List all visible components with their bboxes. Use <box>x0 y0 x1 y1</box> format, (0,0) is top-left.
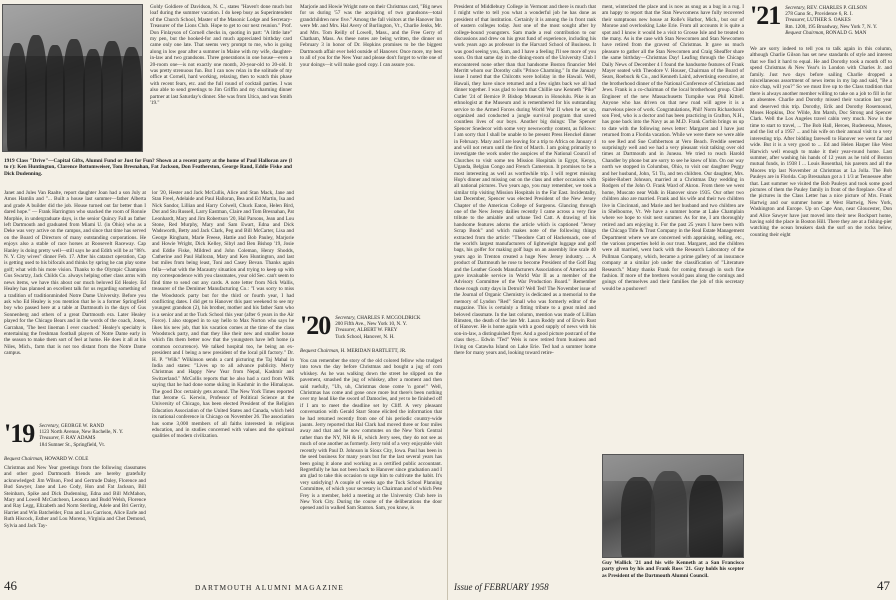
secretary-label: Secretary, <box>785 5 806 11</box>
treasurer-address: Tuck School, Hanover, N. H. <box>335 333 395 340</box>
secretary-address: 1123 North Avenue, New Rochelle, N. Y. <box>39 429 124 436</box>
secretary-name: REV. CHARLES P. GILSON <box>806 5 867 11</box>
class-year: '21 <box>750 1 781 30</box>
secretary-name: CHARLES F. MCGOLDRICK <box>356 315 421 321</box>
bequest-label: Bequest Chairman, <box>785 29 825 36</box>
bequest-name: H. MERIDAN BARTLETT, JR. <box>340 348 407 354</box>
treasurer-name: ALBERT W. FREY <box>356 327 398 334</box>
class-officers <box>39 423 123 448</box>
secretary-address: 278 Gano St., Providence 6, R. I. <box>785 11 853 18</box>
bequest-label: Bequest Chairman, <box>4 456 44 462</box>
treasurer-address: Rm. 1200, 195 Broadway, New York 7, N. Y. <box>785 23 878 30</box>
treasurer-label: Treasurer, <box>335 327 356 334</box>
treasurer-address: 184 Sumner St., Springfield, Vt. <box>39 441 106 448</box>
column-text: lor '20, Hester and Jack McCullis, Alice and Stan Mack, Jane and Stan Freel, Adelaide and Paul Halloran, Bea and Ed Martin, Isa and Nick Sandor, Lillian and Harry Colwell, Chuck Eaton, Helen Bird, Dot and Stu Russell, Larry Eastman, Claire and Tom Bresnahan, Pat Leonhardt, Mary and Jim Robertson '20, Hal Parsons, Jean and Lou Stone, Red Murphy, Mary and Sam Ewart, Edna and Dick Wadsworth, Betty and Jack Clark, Peg and Bill McCarter, Lisa and George Ringham, Marie Freese, Hattie and Bob Pauley, Marjorie and Howie Wright, Dick Kelley, Sibyl and Ben Bishop '19, Josie and Eddie Fiske, Mildred and John Coleman, Henry Shodds, Catherine and Paul Halloran, Mary and Ken Huntington, and last but miles from being least, Toni and Casey Bevan. Thanks again fella—what with the Macautry situation and trying to keep up with my correspondence with you classmates, your old Sec. can't seem to find time to send out any cards. A note letter from Nick Wallis, treasurer of the Demimer Manufacturing Co.: "I was sorry to miss the Woodstock party but for the third or fourth year, I had conflicting dates. I did get to Hanover this past weekend to see my youngest grandson (2), his brother, mother and his father Sam who is a senior and at the Tuck School this year (after 6 years in the Air Force). I also stopped in to say hello to Max Norton who says he likes his new job, that his vacation comes at the time of the class Woodstock party, and that they like their new and smaller house which fits them better now that the youngsters have left home (a common occurrence). We talked hospital too, he being an ex-president and I being a new president of the local pill factory." Dr. H. P. "Wilk" Wilkinson sends a card picturing the Taj Mahal in India and states: "Lives up to all advance publicity. Merry Christmas and Happy New Year from Nepal, Kashmir and Switzerland." McCollis reports that he also had a card from Wilk saying that he had done some skiing in Kashmir in the Himalayas. The good Doc certainly gets around. The New York Times reported that Jerome G. Kerwin, Professor of Political Science at the University of Chicago, has been elected President of the Religion Education Association of the United States and Canada, which held its national conference in Chicago on November 26. The association has some 3,000 members of all faiths interested in religious education, and in studies concerned with values and the spiritual qualities of modern civilization. <box>152 190 294 440</box>
right-page <box>448 0 896 600</box>
class-heading-1921 <box>750 1 892 36</box>
page-footer <box>4 578 444 594</box>
column-text: ment, winterized the place and is now as snug as a bug in a rug. I am happy to report that the Stan Newcomens have fully recovered their sumptuous new house at Rolle's Harbor, Mich., but our of Monroe and overlooking Lake Erie. From all accounts it is quite a spot and I know it would be a visit to Grosse Isle and be treated to the many. As is the case with Stan Newcomen and Stan Newcomen have retired from the gravest of Christmas. It gave us much pleasure to gather all the Stan Newcomen and Craig Sheaffer share the same birthday—Christmas Day! Leafing through the Chicago Daily News of December 4 I found the handsome features of Frank Mayer seated with Theodore V. Houser, Chairman of the Board of Sears, Roebuck & Co., and Kenneth Laird, advertising executive, at the brotherhood dinner of the National Conference of Christians and Jews. Frank is a co-chairman of the local brotherhood group. Chief Engineer of the new Massachusetts Turnpike was Phil Kittell. Anyone who has driven on that new road will agree it is a marvelous piece of work. Congratulations, Phil! Norm Richardson's son Fred, who is a doctor and has been practicing in Grafton, N.H., has gone back into the Navy as an M.D. Frank Corbin brings us up to date with the following news letter: Margaret and I have just returned from a Florida vacation. While we were there we were able to see Red and Sue Cuthbertson at Vero Beach. Freddie seemed surprisingly well and we had a very pleasant visit talking over old times at Dartmouth and in Juneau. We tried to reach Harold Chandler by phone but are sorry to see he knew of him. On our way north we stopped in Columbus, Ohio, to visit our daughter Peggy and her husband, John, '51 Tu, and ten children. Our daughter, Mrs. Spider-Robert Johnson, married at a Christmas Day wedding in Rodgers of the John O. Frank Ward of Akron. From there we went home, Muscato near Walk in Hanover since 1935. Our other two children also are married. Frank and his wife and their two children live in Cincinnati, and Marie and her husband and two children are in Shelbourne, Vt. We have a summer home at Lake Champlain where we hope to visit next summer. As for me, I am thoroughly retired and am enjoying it. For the past 25 years I have been with the Chicago Title & Trust Company in the Real Estate Management Department where we are concerned with appraising, selling, etc., the various properties held in our trust. Margaret, and the children were all married, went back with the Research Laboratory of the Pullman Company, which, became a prime gallery of an insurance company at a similar job under the classification of "Literature Research." Many thanks Frank for coming through in such fine fashion. If more of the brethren would pass along the comings and goings of themselves and their families the job of this secretary would be a pushover! <box>602 4 744 292</box>
bequest-label: Bequest Chairman, <box>300 348 340 354</box>
class-year: '19 <box>4 419 35 448</box>
class-heading-1919 <box>4 419 146 448</box>
column-text: You can remember the story of the old colored fellow who trudged into town the day before Christmas and bought a jug of corn whiskey. As he was walking down the street he slipped on the pavement, smashed the jug of whiskey, after a moment and then said ruefully, "Uh, uh, Christmas done come 'n gone!" Well, Christmas has come and gone once more but there's been nothing over my head like the sword of Damocles, and yet to be finished off if I am to meet the deadline set by Cliff. A very pleasant conversation with Gerald Starr Stone elicited the information that he had returned recently from one of his periodic country-wide jaunts. Jerry reported that Hal Clark had moved three or four miles away and that and he now commutes on the New York Central rather than the NY, NH & H, which Jerry sees, they do not see as much of one another as formerly. Jerry told of a very enjoyable visit recently with Paul D. Johnson in Sioux City, Iowa. Paul has been in the seed business for many years but for the last several years has been going it alone and working as a certified public accountant. Regretfully he has not been back to Hanover since graduation and I am glad to take this occasion to urge him to cultivate the habit. It's very satisfying! A couple of weeks ago the Tuck School Planning Committee, of which your secretary is Chairman and of which Pete Frey is a member, held a meeting at the University Club here in New York City. During the course of the deliberations the door opened and in walked Sam Stanton. Sam, you know, is <box>300 358 442 512</box>
bequest-name: HOWARD W. COLE <box>44 456 89 462</box>
class-year: '20 <box>300 311 331 340</box>
page-number: 46 <box>4 578 17 593</box>
secretary-label: Secretary, <box>39 423 60 429</box>
magazine-title: DARTMOUTH ALUMNI MAGAZINE <box>194 583 344 592</box>
secretary-name: GEORGE W. RAND <box>60 423 105 429</box>
column-text: Christmas and New Year greetings from the following classmates and other good Dartmouth friends are hereby gratefully acknowledged: Jim Wilson, Fred and Gertrude Daley, Florence and Bud Sawyer, Jane and Leo Cody, Hon and Fat Jackson, Bill Steinbarn, Spike and Dick Dudenning, Edna and Bill McMahon, Mary and Lowell McCutcheon, Leonora and Budd Welsh, Florence and Ray Legg, Elizabeth and Norm Sterling, Adele and Bri Gerrity, Harriet and Win Batchelder, Fran and Lou Garrison, Alice Earle and Ruth Hiscock, Esther and Lou Moreno, Virginia and Chet Demond, Sylvia and Jack Tay- <box>4 465 146 529</box>
issue-date: Issue of FEBRUARY 1958 <box>454 582 549 592</box>
page-number: 47 <box>877 578 890 593</box>
class-photo-1919 <box>2 4 143 152</box>
alumni-council-photo <box>602 454 744 558</box>
column-text: Marjorie and Howie Wright note on their Christmas card, "Big news for us during '57 was the acquiring of two grandsons—total grandchildren now five." Among the fall visitors at the Hanover Inn were Mr. and Mrs. Hal Avery of Burlington, Vt., Charlie Jenks, Mr. and Mrs. Tom Reilly of Lowell, Mass., and the Free Gerry of Chatham, Mass. As these notes are being written, the dinner on February 3 in honor of Dr. Hopkins promises to be the biggest Dartmouth affair ever held outside of Hanover. Once more, my best to all of you for the New Year and please don't forget to write one of your doings—it will make good copy. I can assure you. <box>300 4 442 68</box>
class-officers <box>335 315 420 340</box>
column-text: Janet and Jules Van Raalte, report daughter Joan had a son July at Amos Hamlin and "... Built a house last summer—father Alberta and grade A builder did the job. House turned out far better than I dared hope." — Frank Harrington who snacked the room of Ronnie Morphie, in undergraduate days, is the senior Quincy Fall as father left Dartmouth and graduated from Miami U. (in Ohio) who as a Deke was very active on the campus, and since that time has served on the Board of Directors of many outstanding corporations. He enjoys also a stable of race horses at Roosevelt Raceway. Cap Hanley is doing pretty well—still says he and Edith will be at "88's. N. Y. City wives" dinner Feb. 17. After his cataract operation, Cap is getting used to his bifocals and thinks by spring he can play some golf; what with his mote vision. Thanks to the Olympic Champion Gus Swartzy, Jack Childs Co. always helping other class arms with news items, we have this about our much beloved Ed Healey. Ed Healey has planned an excellent talk for us regarding something of a tradition of traditionminded Notre Dame University. Before you ask who Ed Healey is you mention that he is a former Springfield boy who passed here at a table at Dartmouth in the days of Gus Sonnenberg and others of a great Dartmouth era. Later Healey played for the Chicago Bears and in the words of the coach, Jones, Garrahan, 'The best lineman I ever coached.' Healey's specialty is entertaining the freshman football players of Notre Dame early in the season to make them sort of feel at home. He does it all at his Niles, Mich., farm that is not too distant from the Notre Dame campus. <box>4 190 146 357</box>
treasurer-name: F. RAY ADAMS <box>60 435 96 442</box>
photo-caption: 1919 Class "Drive"—Capital Gifts, Alumni Fund or Just for Fun? Shown at a recent party at the home of Paul Halloran are (l to r): Ken Huntington, Clarence Bottomweiser, Tom Bresnahan, Fat Jackson, Don Featherston, George Rand, Eddie Fiske and Dick Dudenning. <box>4 158 292 177</box>
column-text: Goldy Goldiere of Davidson, N. C., states "Haven't done much but loaf during the summer vacation. I do keep busy as Superintendent of the Church School, Master of the Masonic Lodge and Secretary-Treasurer of the Lions Club. Hope to get to our next reunion." Prof. Don Finlayson of Cornell checks in, quoting in part: "A little late" my pen, but the hooked-for and much appreciated birthday card came only one late. That seems very prompt to me, who is going along in low gear after a summer in Maine with my wife, daughter-in-law and two grandsons. Three generations in one house—even a 20-room one—is not exactly one month, 20-year-old to 20-old. It was pretty strenuous fun. But I can now relax in the solitude of my office at Cornell, hard working, relaxing, then to watch this phase with recent fears, etc. and the full round of cocktail parties. I was also able to send greetings to Jim Griffin and my charming dinner partner at last Saturday's dinner. She was from Utica, and was Smith '19." <box>150 4 292 107</box>
treasurer-name: LUTHER S. OAKES <box>806 17 851 24</box>
bequest-line <box>300 348 442 354</box>
photo-caption: Guy Wallick '21 and his wife Kenneth at a San Francisco party given by his and Frank Ross '21. Guy holds his scepter as President of the Dartmouth Alumni Council. <box>602 560 744 579</box>
bequest-line <box>4 456 146 462</box>
secretary-address: 200 Fifth Ave., New York 10, N. Y. <box>335 321 407 328</box>
treasurer-label: Treasurer, <box>785 17 806 24</box>
treasurer-label: Treasurer, <box>39 435 60 442</box>
bequest-name: RONALD G. MAN <box>825 29 867 36</box>
class-heading-1920 <box>300 311 442 340</box>
column-text: President of Middlebury College in Vermont and there is much that I might write to tell you what a wonderful job he has done as president of that institution. Certainly it is among the in front rank of eastern colleges today. Just one of the most sought after by college-bound youngsters. Sam made a real contribution to our discussions and drew on his great fund of experience, including his work years ago as professor in the Harvard School of Business. It was good seeing you, Sam, and I have a feeling I'll see more of you soon. On that same day in the dining-room of the University Club I encountered none other than that handsome Boston financier Mel Merritt whom our Dorothy calls "Prince Charming." In the January issue I noted that the Chilcotts were holiday in the Hawaii. Well, Hawaii, they have since returned and a few sights back we all had dinner together. I was glad to learn that Chillie saw Kenneth "Pike" Cutler '24 of Bernice P. Bishop Museum in Honolulu. Pike is an ethnologist at the Museum and is remembered for his outstanding service to the Armed Forces during World War II when he set up, organized and conducted a jungle survival program that saved countless lives of our boys. Another big doings: The Spencer Spencer Snedecor with some very newsworthy content, as follows: I am sorry that I shall be unable to be present Press Henckel dinner in February. Mary and I are leaving for a trip to Africa on January 4 and will not return until the first of March. I am going primarily to investigate the work under the auspices of the National Council of Churches to visit some ten Mission Hospitals in Egypt, Kenya, Uganda, Belgian Congo and French Cameroun. It promises to be a most interesting as well as worthwhile trip. I will regret missing Hop's dinner and missing out on the class and other occasions with all national pictures. Two years ago, you may remember, we took a similar trip visiting Mission Hospitals in the Far East. Incidentally, last December, Spencer was elected President of the New Jersey Chapter of the American College of Surgeons. Glancing through one of the New Jersey dailies recently I came across a very fine tribute to the amiable and urbane Ted Catt. A drawing of his handsome features adorns the article which is captioned "Jersey Scrap Book" and which makes note of the following things extracted from the article: "Theodore Catt of Hackensack, one of the world's largest manufacturers of lightweight luggage and golf bags, his golfer for making golf bags on an assembly line scale 40 years ago in Trenton created a huge New Jersey industry. ... A product of Dartmouth he rose to become President of the Golf Bag and the Leather Goods Manufacturers Associations of America and gave invaluable service in World War II as a member of the Advisory Committee of the War Production Board." Remember those rough cutty days in Detroit? Well Ted! The November issue of the Journal of Organic Chemistry is dedicated as a memorial to the memory of Lyndon "Red" Small who was formerly editor of the magazine. This is certainly a fitting tribute to a great mind and beloved classmate. In the last column, mention was made of Lillian Rimsten, the death of the late Mr. Laura Roddy and of Erwin Rust of Hanover. He is home again with a good supply of news with his son-in-law, a distinguished flyer. And a good picture postcard of the class they... Edwin "Ted" Weis is now retired from business and living on Catawba Island on Lake Erie. Ted had a summer home there for many years and, looking toward retire- <box>454 4 596 356</box>
page-footer <box>454 578 890 594</box>
column-text: We are sorry indeed to tell you to talk again in this column, although Charlie Gilson has set new standards of style and interest that we find it hard to equal. He and Dorothy took a month off to spend Christmas & New Year's in London with Charles Jr. and family. Just two days before sailing Charlie dropped a miscellaneous assortment of news items in my lap and said, "Be a nice chap, will you?" So we must live up to the Class tradition that there is always another member willing to take on a job to fill in for an absentee. Charlie and Dorothy missed their vacation last year and deserved this trip. Dorothy, Erik and Dorothy Rosemound, Moses Hopkins, Doc Wilde, Jim Marsh, Doc Strong and Spencer Clark. Well the Los Angeles travel cabin very much. Now is the time to start to travel, ... The Bob Hall, Heroes, Rudenessa, Moses, and the list of a 1957 ... and his wife on their annual visit to a very interesting trip. After bidding farewell to Hanover we went far and wide. But it is a very good to ... Ed and Helen Harper like West Harwich well enough to make it their year-round home. Last summer, after washing his hands of 12 years as he told of Boston mutual funds, in 1938 I ... Louis Rosenthal, his parents and all the Moores trip last November at Christmas at La Jolla. The Bob Pauleys are in Florida. Cop Bresnahan got a 1 1/3 at Tennessee after that. Last summer we visited the Bob Pauleys and took some good pictures of them the Pauley family in front of the fireplace. One of the pictures in the Class Letter has a nice picture of Mrs. Frank Hartwig and our summer home at West Hartwig, New York, Washington and Europe. Up on Cape Ann, near Gloucester, Don and Alice Sawyer have just moved into their new Rockport home, having sold the place in Boston Hill. There they are at a fishing-pier watching the ocean breakers dash the surf on the rocks below, counting their eight <box>750 46 892 238</box>
secretary-label: Secretary, <box>335 315 356 321</box>
class-officers <box>785 5 877 36</box>
